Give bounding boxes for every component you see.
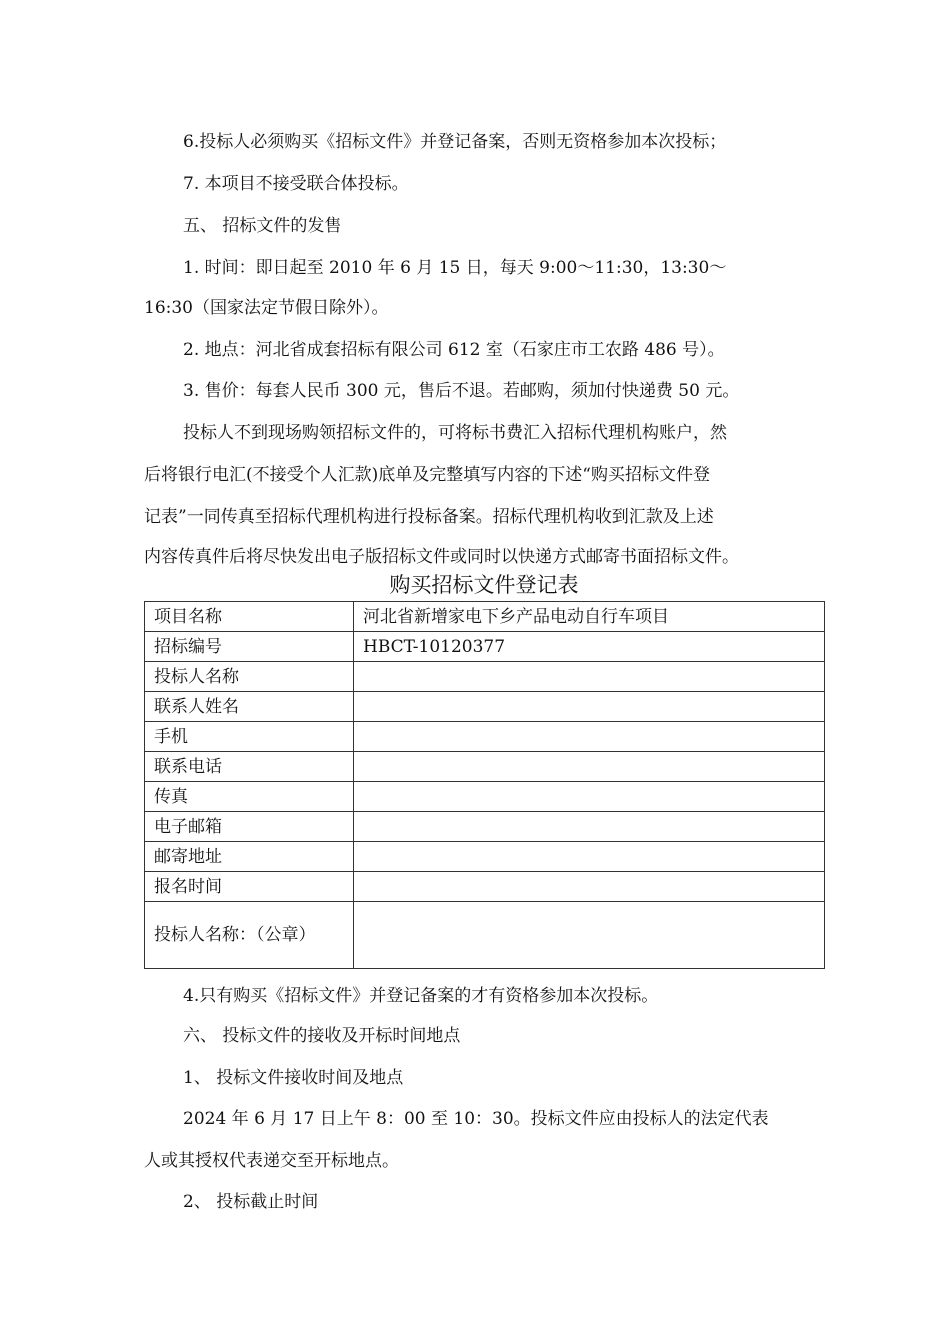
row-label-mailing-address: 邮寄地址 bbox=[145, 842, 354, 872]
table-row bbox=[145, 782, 825, 812]
paragraph-6-purchase-required: 6.投标人必须购买《招标文件》并登记备案，否则无资格参加本次投标； bbox=[183, 132, 727, 152]
paragraph-sale-time: 1. 时间：即日起至 2010 年 6 月 15 日，每天 9:00～11:30，13:30～ bbox=[183, 258, 727, 278]
row-value-contact-name bbox=[354, 692, 825, 722]
row-value-mobile bbox=[354, 722, 825, 752]
registration-table bbox=[144, 601, 825, 969]
paragraph-remote-purchase-cont-1: 后将银行电汇(不接受个人汇款)底单及完整填写内容的下述“购买招标文件登 bbox=[144, 465, 710, 485]
registration-table-title: 购买招标文件登记表 bbox=[389, 573, 579, 597]
paragraph-sale-price: 3. 售价：每套人民币 300 元，售后不退。若邮购，须加付快递费 50 元。 bbox=[183, 381, 740, 401]
paragraph-remote-purchase: 投标人不到现场购领招标文件的，可将标书费汇入招标代理机构账户，然 bbox=[183, 423, 727, 443]
subsection-2-heading: 2、 投标截止时间 bbox=[183, 1192, 319, 1212]
table-row bbox=[145, 722, 825, 752]
paragraph-remote-purchase-cont-2: 记表”一同传真至招标代理机构进行投标备案。招标代理机构收到汇款及上述 bbox=[144, 507, 714, 527]
section-5-heading: 五、 招标文件的发售 bbox=[183, 216, 342, 236]
table-row bbox=[145, 662, 825, 692]
row-value-email bbox=[354, 812, 825, 842]
paragraph-7-no-consortium: 7. 本项目不接受联合体投标。 bbox=[183, 174, 409, 194]
paragraph-4-eligibility: 4.只有购买《招标文件》并登记备案的才有资格参加本次投标。 bbox=[183, 986, 659, 1006]
row-label-bidder-name: 投标人名称 bbox=[145, 662, 354, 692]
row-value-project-name: 河北省新增家电下乡产品电动自行车项目 bbox=[354, 602, 825, 632]
table-row bbox=[145, 902, 825, 969]
row-value-registration-time bbox=[354, 872, 825, 902]
table-row bbox=[145, 872, 825, 902]
table-row bbox=[145, 752, 825, 782]
row-value-mailing-address bbox=[354, 842, 825, 872]
table-row bbox=[145, 692, 825, 722]
row-value-fax bbox=[354, 782, 825, 812]
section-6-heading: 六、 投标文件的接收及开标时间地点 bbox=[183, 1026, 461, 1046]
row-label-contact-name: 联系人姓名 bbox=[145, 692, 354, 722]
subsection-1-heading: 1、 投标文件接收时间及地点 bbox=[183, 1068, 404, 1088]
row-label-phone: 联系电话 bbox=[145, 752, 354, 782]
paragraph-sale-time-cont: 16:30（国家法定节假日除外）。 bbox=[144, 298, 389, 318]
row-label-tender-number: 招标编号 bbox=[145, 632, 354, 662]
row-value-bidder-seal bbox=[354, 902, 825, 969]
table-row bbox=[145, 812, 825, 842]
row-value-tender-number: HBCT-10120377 bbox=[354, 632, 825, 662]
table-row bbox=[145, 632, 825, 662]
row-label-project-name: 项目名称 bbox=[145, 602, 354, 632]
table-row bbox=[145, 602, 825, 632]
paragraph-receipt-time-cont: 人或其授权代表递交至开标地点。 bbox=[144, 1151, 399, 1171]
row-label-mobile: 手机 bbox=[145, 722, 354, 752]
row-value-phone bbox=[354, 752, 825, 782]
paragraph-remote-purchase-cont-3: 内容传真件后将尽快发出电子版招标文件或同时以快递方式邮寄书面招标文件。 bbox=[144, 547, 739, 567]
row-label-bidder-seal: 投标人名称：（公章） bbox=[145, 902, 354, 969]
row-label-email: 电子邮箱 bbox=[145, 812, 354, 842]
row-value-bidder-name bbox=[354, 662, 825, 692]
paragraph-sale-location: 2. 地点：河北省成套招标有限公司 612 室（石家庄市工农路 486 号）。 bbox=[183, 340, 725, 360]
paragraph-receipt-time: 2024 年 6 月 17 日上午 8：00 至 10：30。投标文件应由投标人的法定代表 bbox=[183, 1109, 769, 1129]
table-row bbox=[145, 842, 825, 872]
row-label-registration-time: 报名时间 bbox=[145, 872, 354, 902]
row-label-fax: 传真 bbox=[145, 782, 354, 812]
